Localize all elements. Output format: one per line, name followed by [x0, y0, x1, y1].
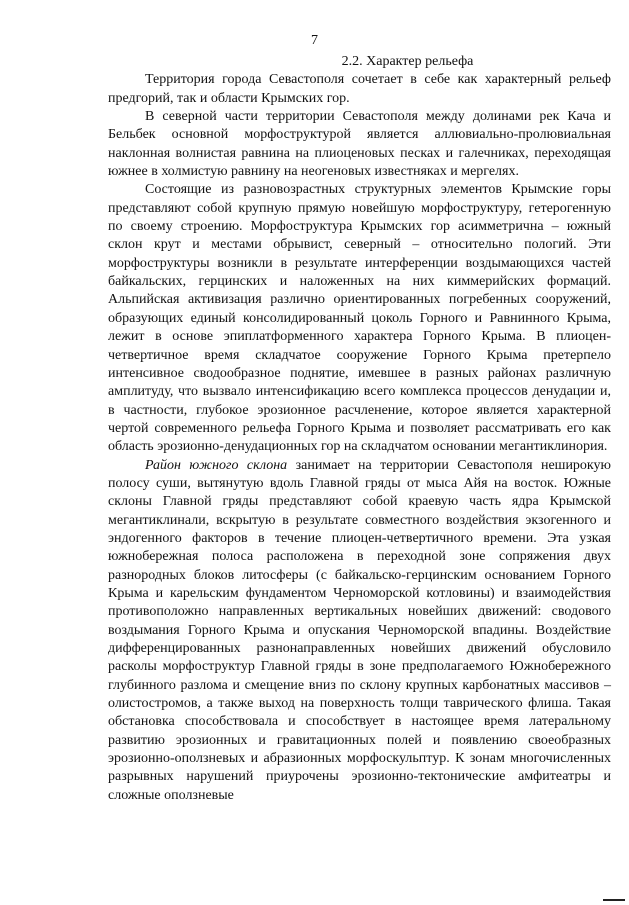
paragraph-text: Территория города Севастополя сочетает в себе как характерный рельеф предгорий, так и области Крымских гор.: [108, 72, 611, 106]
paragraph-4: [108, 457, 611, 806]
paragraph-1: [108, 71, 611, 108]
italic-lead-term: Район южного склона: [145, 457, 288, 473]
paragraph-2: [108, 108, 611, 181]
document-body: [108, 53, 611, 805]
paragraph-3: [108, 181, 611, 456]
paragraph-text: В северной части территории Севастополя между долинами рек Кача и Бельбек основной морфоструктурой является аллювиально-пролювиальная наклонная волнистая равнина на плиоценовых песках и галечниках, переходящая южнее в холмистую равнину на неогеновых известняках и мергелях.: [108, 109, 611, 180]
scan-corner-mark: [603, 897, 625, 903]
page-number: 7: [311, 33, 318, 48]
paragraph-text: Состоящие из разновозрастных структурных элементов Крымские горы представляют собой крупную прямую новейшую морфоструктуру, гетерогенную по своему строению. Морфоструктура Крымских гор асимметрична – южный склон крут и местами обрывист, северный – относительно пологий. Эти морфоструктуры возникли в результате интерференции воздымающихся частей байкальских, герцинских и наложенных на них киммерийских формаций. Альпийская активизация различно ориентированных погребенных сооружений, образующих единый консолидированный цоколь Горного и Равнинного Крыма, лежит в основе эпиплатформенного характера Горного Крыма. В плиоцен-четвертичное время складчатое сооружение Горного Крыма претерпело интенсивное сводообразное поднятие, имевшее в разных районах различную амплитуду, что вызвало интенсификацию всего комплекса процессов денудации и, в частности, глубокое эрозионное расчленение, которое является характерной чертой современного рельефа Горного Крыма и позволяет рассматривать его как область эрозионно-денудационных гор на складчатом основании мегантиклинория.: [108, 182, 611, 455]
section-heading: 2.2. Характер рельефа: [341, 54, 474, 69]
paragraph-text: занимает на территории Севастополя неширокую полосу суши, вытянутую вдоль Главной гряды от мыса Айя на восток. Южные склоны Главной гряды представляют собой краевую часть ядра Крымской мегантиклинали, вскрытую в результате совместного воздействия экзогенного и эндогенного факторов в течение плиоцен-четвертичного времени. Эта узкая южнобережная полоса расположена в переходной зоне сопряжения двух разнородных блоков литосферы (с байкальско-герцинским основанием Горного Крыма и карельским фундаментом Черноморской котловины) и взаимодействия противоположно направленных вертикальных новейших движений: сводового воздымания Горного Крыма и опускания Черноморской впадины. Воздействие дифференцированных разнонаправленных новейших движений обусловило расколы морфоструктур Главной гряды в зоне предполагаемого Южнобережного глубинного разлома и смещение вниз по склону крупных карбонатных массивов – олистостромов, а также выход на поверхность толщи таврического флиша. Такая обстановка способствовала и способствует в настоящее время латеральному развитию эрозионных и гравитационных полей и появлению своеобразных эрозионно-оползневых и абразионных морфоскульптур. К зонам многочисленных разрывных нарушений приурочены эрозионно-тектонические амфитеатры и сложные оползневые: [108, 457, 611, 803]
